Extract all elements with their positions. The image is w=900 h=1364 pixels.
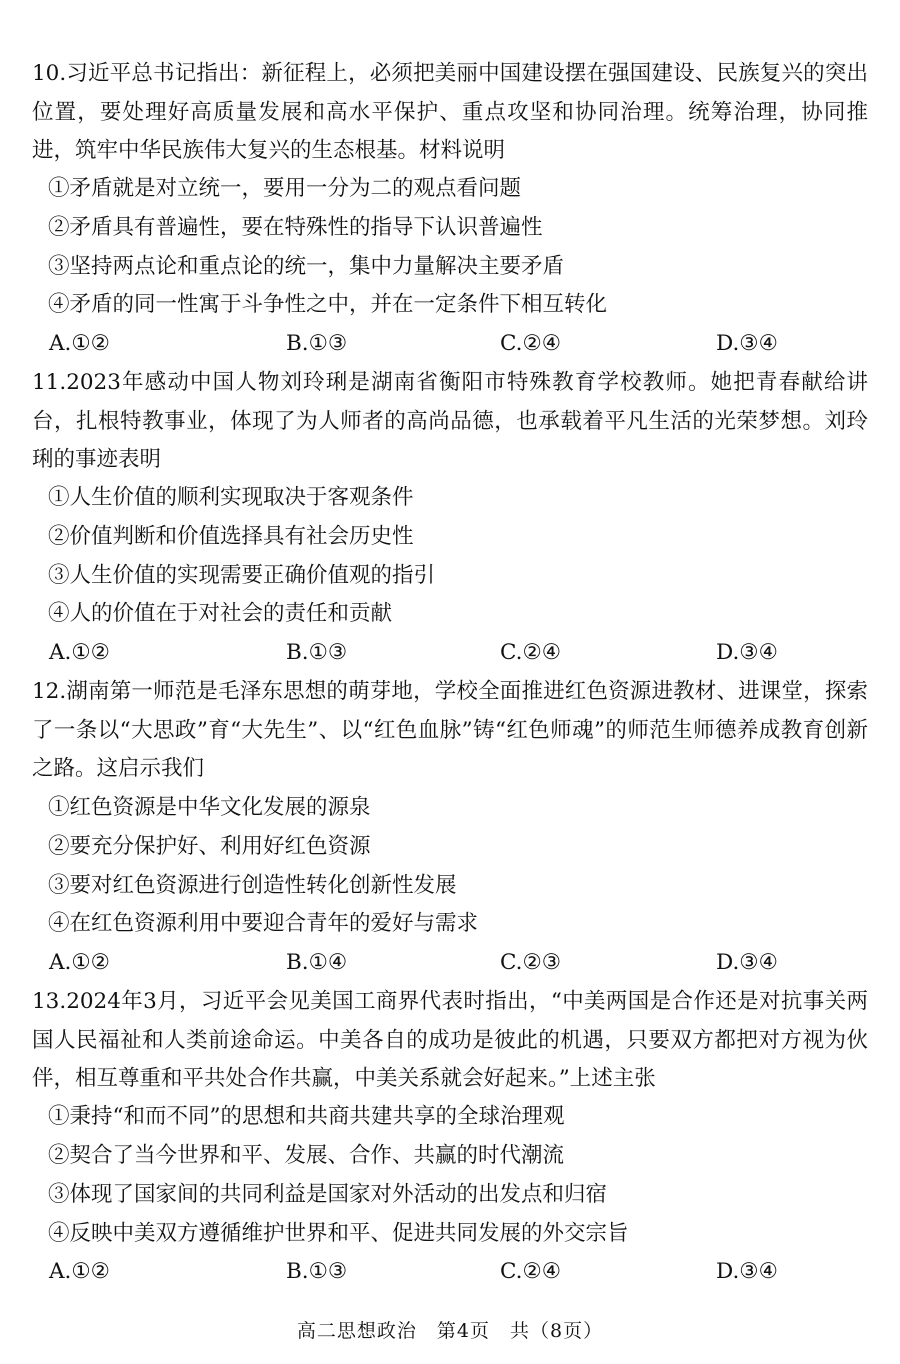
question-10-choice-c: C.②④ bbox=[500, 331, 562, 356]
question-10-stem: 10.习近平总书记指出：新征程上，必须把美丽中国建设摆在强国建设、民族复兴的突出位置，要处理好高质量发展和高水平保护、重点攻坚和协同治理。统筹治理，协同推进，筑牢中华民族伟大复兴的生态根基。材料说明 bbox=[32, 61, 868, 164]
question-11-option-2: ②价值判断和价值选择具有社会历史性 bbox=[48, 524, 414, 549]
question-12-choice-b: B.①④ bbox=[286, 950, 348, 975]
question-13-option-3: ③体现了国家间的共同利益是国家对外活动的出发点和归宿 bbox=[48, 1182, 608, 1207]
question-11-choice-a: A.①② bbox=[49, 640, 110, 665]
question-13-stem: 13.2024年3月，习近平会见美国工商界代表时指出，“中美两国是合作还是对抗事关两国人民福祉和人类前途命运。中美各自的成功是彼此的机遇，只要双方都把对方视为伙伴，相互尊重和平共处合作共赢，中美关系就会好起来。”上述主张 bbox=[32, 989, 868, 1092]
question-13-choice-c: C.②④ bbox=[500, 1259, 562, 1284]
question-13-option-1: ①秉持“和而不同”的思想和共商共建共享的全球治理观 bbox=[48, 1104, 565, 1129]
question-10-option-4: ④矛盾的同一性寓于斗争性之中，并在一定条件下相互转化 bbox=[48, 292, 608, 317]
question-11-option-1: ①人生价值的顺利实现取决于客观条件 bbox=[48, 485, 414, 510]
question-12-choice-a: A.①② bbox=[49, 950, 110, 975]
question-12-option-1: ①红色资源是中华文化发展的源泉 bbox=[48, 795, 371, 820]
question-13-choice-d: D.③④ bbox=[716, 1259, 778, 1284]
question-10-option-2: ②矛盾具有普遍性，要在特殊性的指导下认识普遍性 bbox=[48, 215, 543, 240]
page-footer: 高二思想政治 第4页 共（8页） bbox=[296, 1320, 604, 1342]
question-12-option-3: ③要对红色资源进行创造性转化创新性发展 bbox=[48, 873, 457, 898]
question-13-choice-b: B.①③ bbox=[286, 1259, 348, 1284]
question-13-option-2: ②契合了当今世界和平、发展、合作、共赢的时代潮流 bbox=[48, 1143, 565, 1168]
question-12-choice-d: D.③④ bbox=[716, 950, 778, 975]
question-10-option-3: ③坚持两点论和重点论的统一，集中力量解决主要矛盾 bbox=[48, 254, 565, 279]
question-12-stem: 12.湖南第一师范是毛泽东思想的萌芽地，学校全面推进红色资源进教材、进课堂，探索了一条以“大思政”育“大先生”、以“红色血脉”铸“红色师魂”的师范生师德养成教育创新之路。这启示我们 bbox=[32, 679, 868, 782]
question-11-option-3: ③人生价值的实现需要正确价值观的指引 bbox=[48, 563, 436, 588]
question-11-stem: 11.2023年感动中国人物刘玲琍是湖南省衡阳市特殊教育学校教师。她把青春献给讲台，扎根特教事业，体现了为人师者的高尚品德，也承载着平凡生活的光荣梦想。刘玲琍的事迹表明 bbox=[32, 370, 868, 473]
question-12-option-4: ④在红色资源利用中要迎合青年的爱好与需求 bbox=[48, 911, 479, 936]
question-12-choice-c: C.②③ bbox=[500, 950, 562, 975]
question-11-option-4: ④人的价值在于对社会的责任和贡献 bbox=[48, 601, 393, 626]
question-10-option-1: ①矛盾就是对立统一，要用一分为二的观点看问题 bbox=[48, 176, 522, 201]
question-11-choice-c: C.②④ bbox=[500, 640, 562, 665]
question-10-choice-a: A.①② bbox=[49, 331, 110, 356]
question-11-choice-d: D.③④ bbox=[716, 640, 778, 665]
question-13-choice-a: A.①② bbox=[49, 1259, 110, 1284]
question-12-option-2: ②要充分保护好、利用好红色资源 bbox=[48, 834, 371, 859]
question-10-choice-b: B.①③ bbox=[286, 331, 348, 356]
question-11-choice-b: B.①③ bbox=[286, 640, 348, 665]
question-13-option-4: ④反映中美双方遵循维护世界和平、促进共同发展的外交宗旨 bbox=[48, 1221, 629, 1246]
question-10-choice-d: D.③④ bbox=[716, 331, 778, 356]
